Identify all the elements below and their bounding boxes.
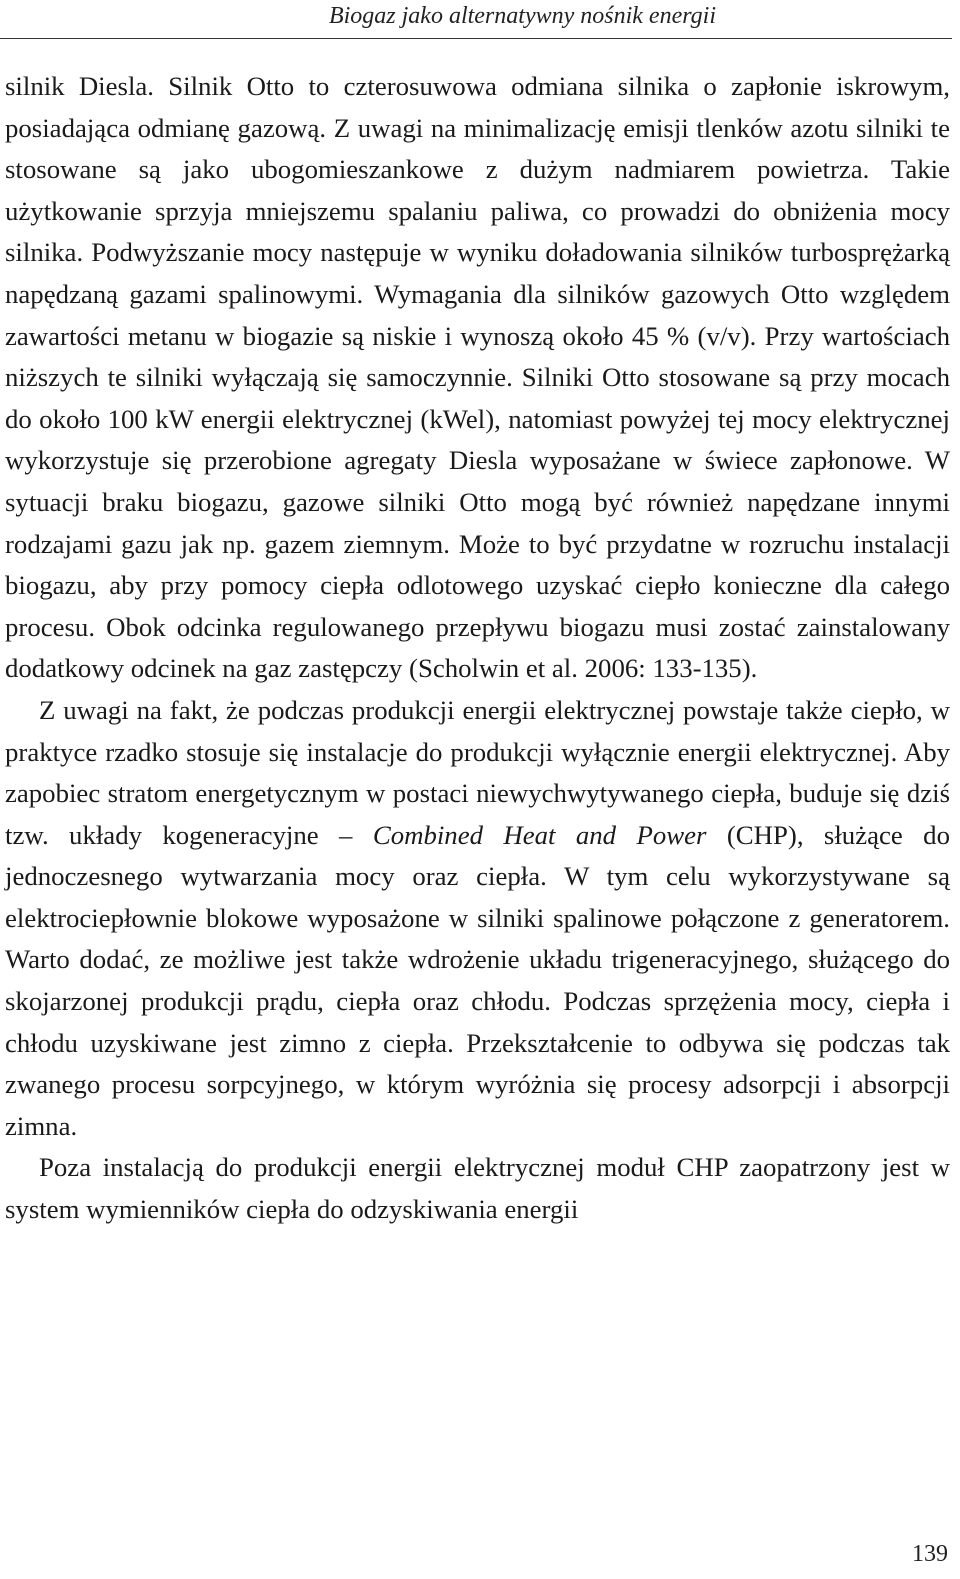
body-text	[5, 66, 950, 1231]
paragraph-text: (CHP), służące do jednoczesnego wytwarzania mocy oraz ciepła. W tym celu wykorzystywane są elektrociepłownie blokowe wyposażone w silniki spalinowe połączone z generatorem. Warto dodać, ze możliwe jest także wdrożenie układu trigeneracyjnego, służącego do skojarzonej produkcji prądu, ciepła oraz chłodu. Podczas sprzężenia mocy, ciepła i chłodu uzyskiwane jest zimno z ciepła. Przekształcenie to odbywa się podczas tak zwanego procesu sorpcyjnego, w którym wyróżnia się procesy adsorpcji i absorpcji zimna.	[5, 819, 950, 1141]
paragraph: silnik Diesla. Silnik Otto to czterosuwowa odmiana silnika o zapłonie iskrowym, posiadająca odmianę gazową. Z uwagi na minimalizację emisji tlenków azotu silniki te stosowane są jako ubogomieszankowe z dużym nadmiarem powietrza. Takie użytkowanie sprzyja mniejszemu spalaniu paliwa, co prowadzi do obniżenia mocy silnika. Podwyższanie mocy następuje w wyniku doładowania silników turbosprężarką napędzaną gazami spalinowymi. Wymagania dla silników gazowych Otto względem zawartości metanu w biogazie są niskie i wynoszą około 45 % (v/v). Przy wartościach niższych te silniki wyłączają się samoczynnie. Silniki Otto stosowane są przy mocach do około 100 kW energii elektrycznej (kWel), natomiast powyżej tej mocy elektrycznej wykorzystuje się przerobione agregaty Diesla wyposażane w świece zapłonowe. W sytuacji braku biogazu, gazowe silniki Otto mogą być również napędzane innymi rodzajami gazu jak np. gazem ziemnym. Może to być przydatne w rozruchu instalacji biogazu, aby przy pomocy ciepła odlotowego uzyskać ciepło konieczne dla całego procesu. Obok odcinka regulowanego przepływu biogazu musi zostać zainstalowany dodatkowy odcinek na gaz zastępczy (Scholwin et al. 2006: 133-135).	[5, 71, 950, 684]
running-header	[0, 0, 952, 39]
italic-term: Combined Heat and Power	[372, 819, 707, 850]
paragraph: Poza instalacją do produkcji energii elektrycznej moduł CHP zaopatrzony jest w system wymienników ciepła do odzyskiwania energii	[5, 1152, 950, 1225]
page-number: 139	[912, 1541, 948, 1567]
paragraph	[5, 690, 950, 1148]
running-title: Biogaz jako alternatywny nośnik energii	[328, 3, 716, 29]
paragraph-text: Z uwagi na fakt, że podczas produkcji energii elektrycznej powstaje także ciepło, w praktyce rzadko stosuje się instalacje do produkcji wyłącznie energii elektrycznej. Aby zapobiec stratom energetycznym w postaci niewychwytywanego ciepła, buduje się dziś tzw. układy kogeneracyjne –	[5, 694, 950, 850]
